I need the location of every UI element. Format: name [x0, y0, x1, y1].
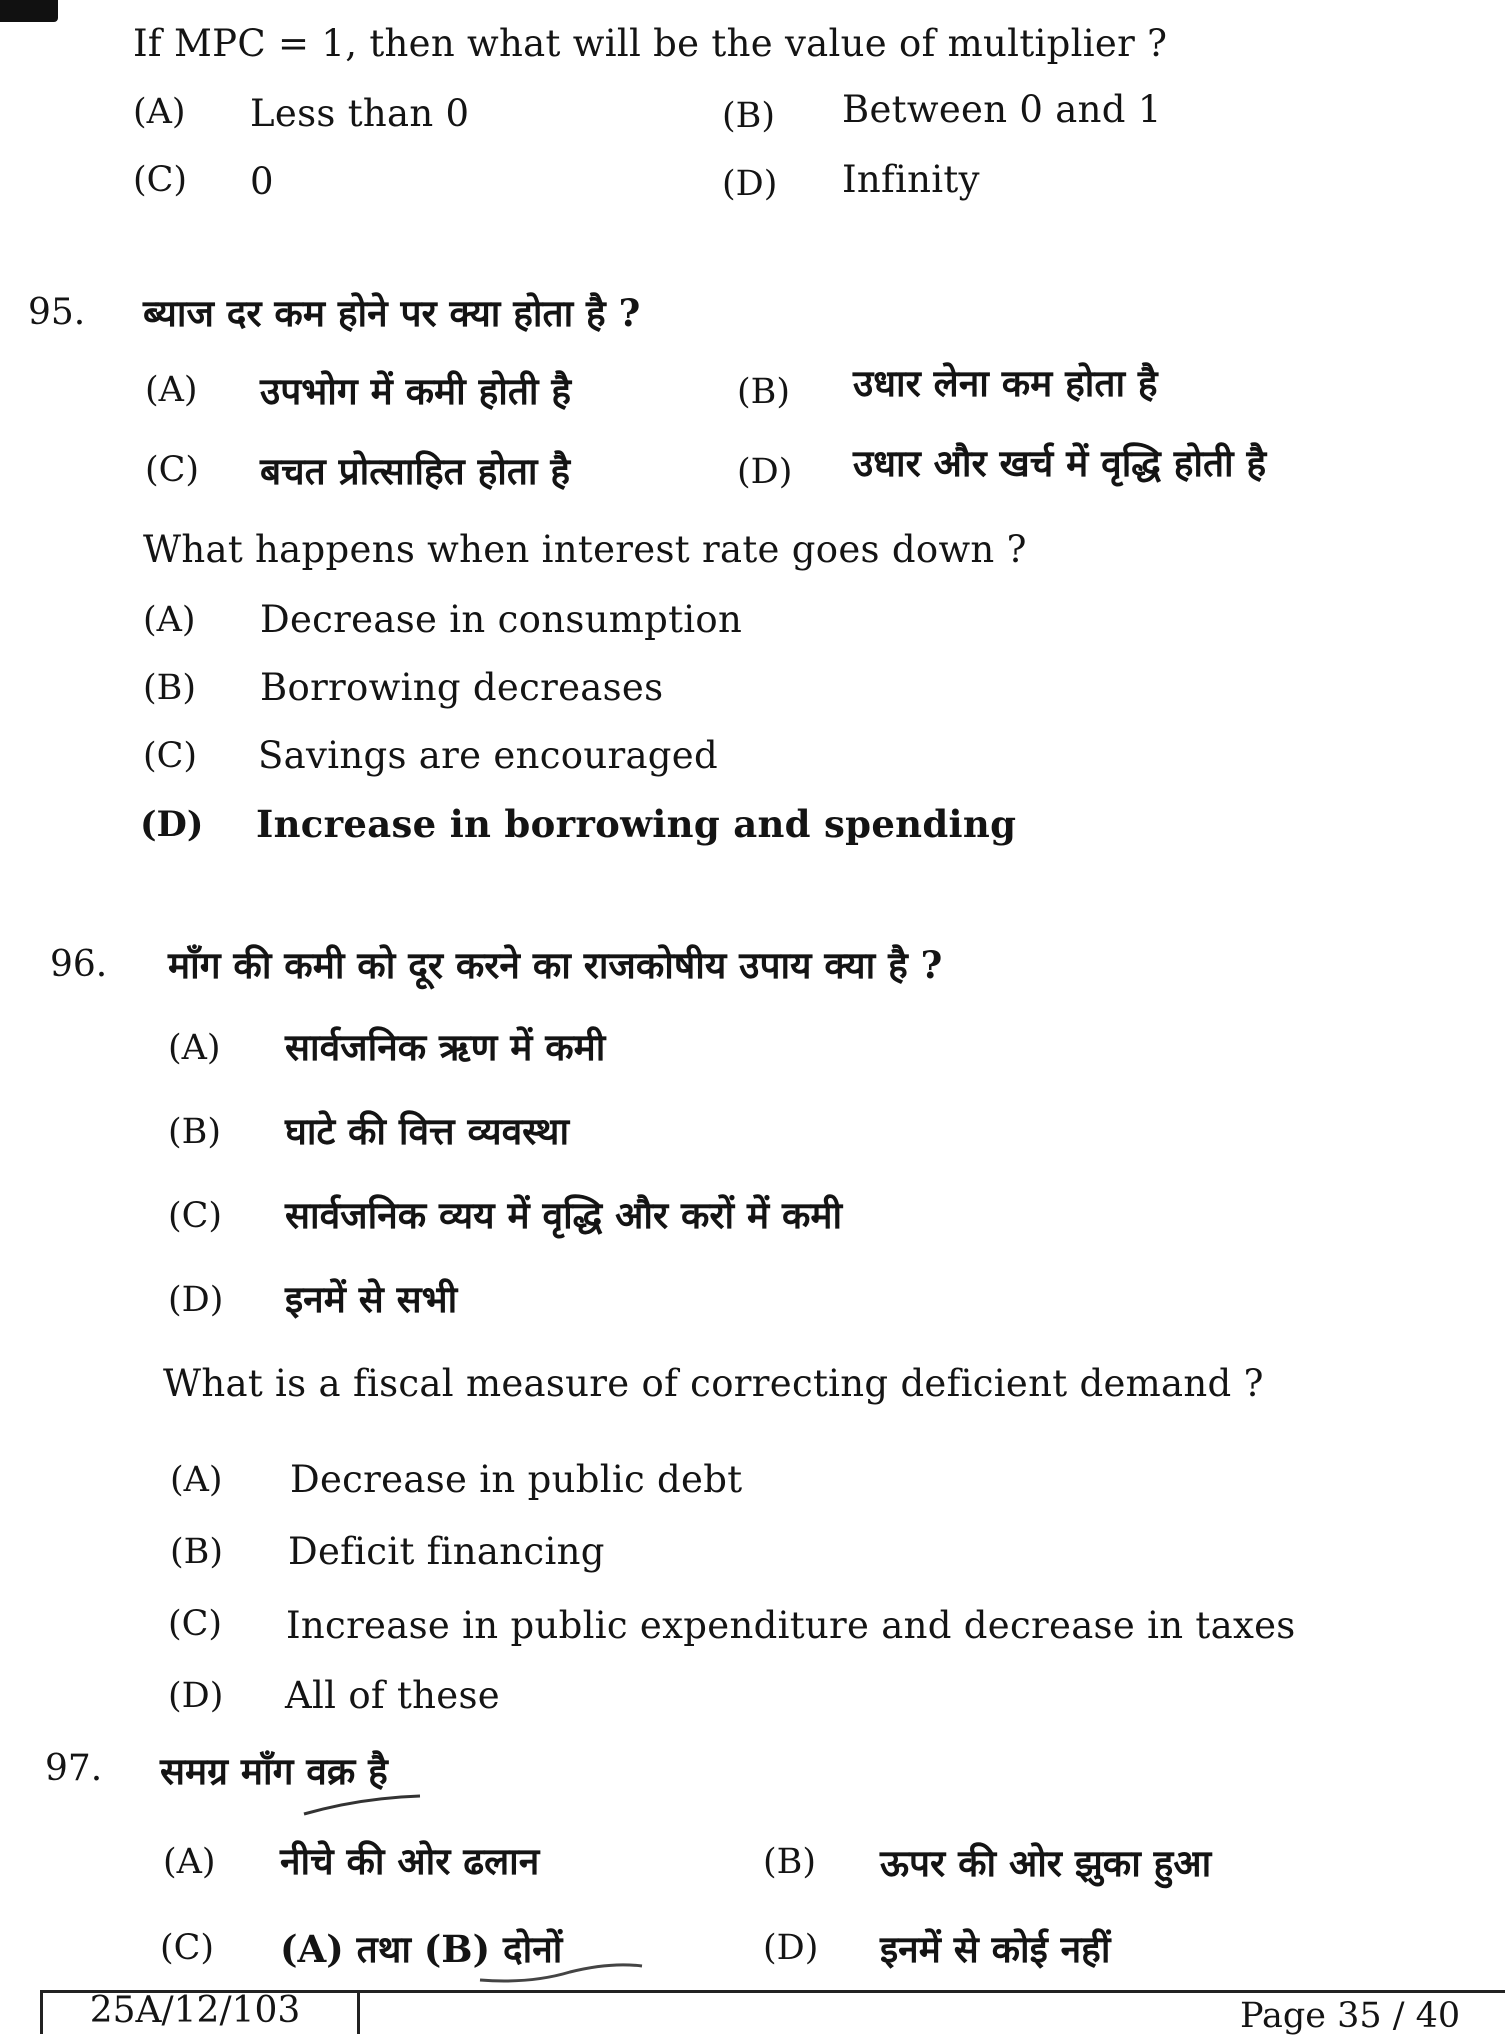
q95-en-option-d-label: (D)	[140, 804, 204, 845]
q97-option-c-label: (C)	[160, 1928, 215, 1968]
q95-hi-option-c-text: बचत प्रोत्साहित होता है	[260, 449, 571, 493]
q95-hi-option-a-label: (A)	[145, 370, 198, 410]
q96-en-option-a-label: (A)	[170, 1460, 223, 1500]
q96-hi-option-d-text: इनमें से सभी	[285, 1277, 458, 1321]
q94-option-c-label: (C)	[133, 160, 188, 200]
q96-en-option-d-label: (D)	[168, 1676, 224, 1716]
q96-hi-option-b-label: (B)	[168, 1112, 222, 1152]
pen-stroke-mark	[470, 1950, 650, 1990]
q96-en-option-b-text: Deficit financing	[288, 1530, 605, 1573]
q97-option-a-label: (A)	[163, 1842, 216, 1882]
q94-option-d-label: (D)	[722, 164, 778, 204]
q96-hi-option-c-text: सार्वजनिक व्यय में वृद्धि और करों में कमी	[285, 1193, 843, 1237]
q95-en-option-c-label: (C)	[143, 736, 198, 776]
q96-en-option-c-label: (C)	[168, 1604, 223, 1644]
q95-hi-option-b-text: उधार लेना कम होता है	[853, 361, 1158, 405]
corner-mark	[0, 0, 58, 22]
q95-en-option-b-text: Borrowing decreases	[260, 666, 664, 709]
q96-hi-option-b-text: घाटे की वित्त व्यवस्था	[285, 1109, 570, 1153]
q95-en-option-a-label: (A)	[143, 600, 196, 640]
q95-hi-option-c-label: (C)	[145, 450, 200, 490]
q95-question-hindi: ब्याज दर कम होने पर क्या होता है ?	[143, 291, 641, 335]
q97-option-d-text: इनमें से कोई नहीं	[880, 1927, 1111, 1971]
page-number: Page 35 / 40	[1240, 1996, 1461, 2036]
q94-option-b-text: Between 0 and 1	[842, 88, 1162, 131]
q96-en-option-d-text: All of these	[285, 1674, 500, 1717]
q95-hi-option-d-text: उधार और खर्च में वृद्धि होती है	[853, 441, 1267, 485]
q96-hi-option-c-label: (C)	[168, 1196, 223, 1236]
q94-option-a-text: Less than 0	[250, 92, 470, 135]
q95-en-option-c-text: Savings are encouraged	[258, 734, 718, 777]
q96-question-hindi: माँग की कमी को दूर करने का राजकोषीय उपाय क्या है ?	[168, 943, 943, 987]
paper-code: 25A/12/103	[89, 1990, 301, 2031]
q94-option-b-label: (B)	[722, 96, 776, 136]
q94-option-d-text: Infinity	[842, 158, 980, 201]
q97-number: 97.	[45, 1748, 103, 1789]
q97-option-b-label: (B)	[763, 1842, 817, 1882]
q95-en-option-b-label: (B)	[143, 668, 197, 708]
q94-option-a-label: (A)	[133, 92, 186, 132]
q95-number: 95.	[28, 292, 86, 333]
q95-en-option-d-text: Increase in borrowing and spending	[256, 802, 1017, 846]
q96-hi-option-a-label: (A)	[168, 1028, 221, 1068]
q95-question-english: What happens when interest rate goes down ?	[143, 528, 1027, 571]
q96-number: 96.	[50, 944, 108, 985]
q97-question-hindi: समग्र माँग वक्र है	[160, 1749, 388, 1793]
q97-option-d-label: (D)	[763, 1928, 819, 1968]
q94-question: If MPC = 1, then what will be the value of multiplier ?	[133, 22, 1168, 65]
q95-hi-option-b-label: (B)	[737, 372, 791, 412]
q97-option-b-text: ऊपर की ओर झुका हुआ	[880, 1841, 1212, 1885]
q97-option-c-text: (A) तथा (B) दोनों	[280, 1927, 563, 1971]
q95-en-option-a-text: Decrease in consumption	[260, 598, 743, 641]
q96-en-option-b-label: (B)	[170, 1532, 224, 1572]
q96-hi-option-d-label: (D)	[168, 1280, 224, 1320]
q97-option-a-text: नीचे की ओर ढलान	[280, 1839, 540, 1883]
q95-hi-option-a-text: उपभोग में कमी होती है	[260, 369, 572, 413]
q94-option-c-text: 0	[250, 160, 274, 203]
q95-hi-option-d-label: (D)	[737, 452, 793, 492]
q96-en-option-c-text: Increase in public expenditure and decrease in taxes	[286, 1604, 1296, 1647]
q96-en-option-a-text: Decrease in public debt	[290, 1458, 743, 1501]
q96-question-english: What is a fiscal measure of correcting deficient demand ?	[163, 1362, 1264, 1405]
pen-underline-mark	[300, 1792, 430, 1822]
q96-hi-option-a-text: सार्वजनिक ऋण में कमी	[285, 1025, 606, 1069]
